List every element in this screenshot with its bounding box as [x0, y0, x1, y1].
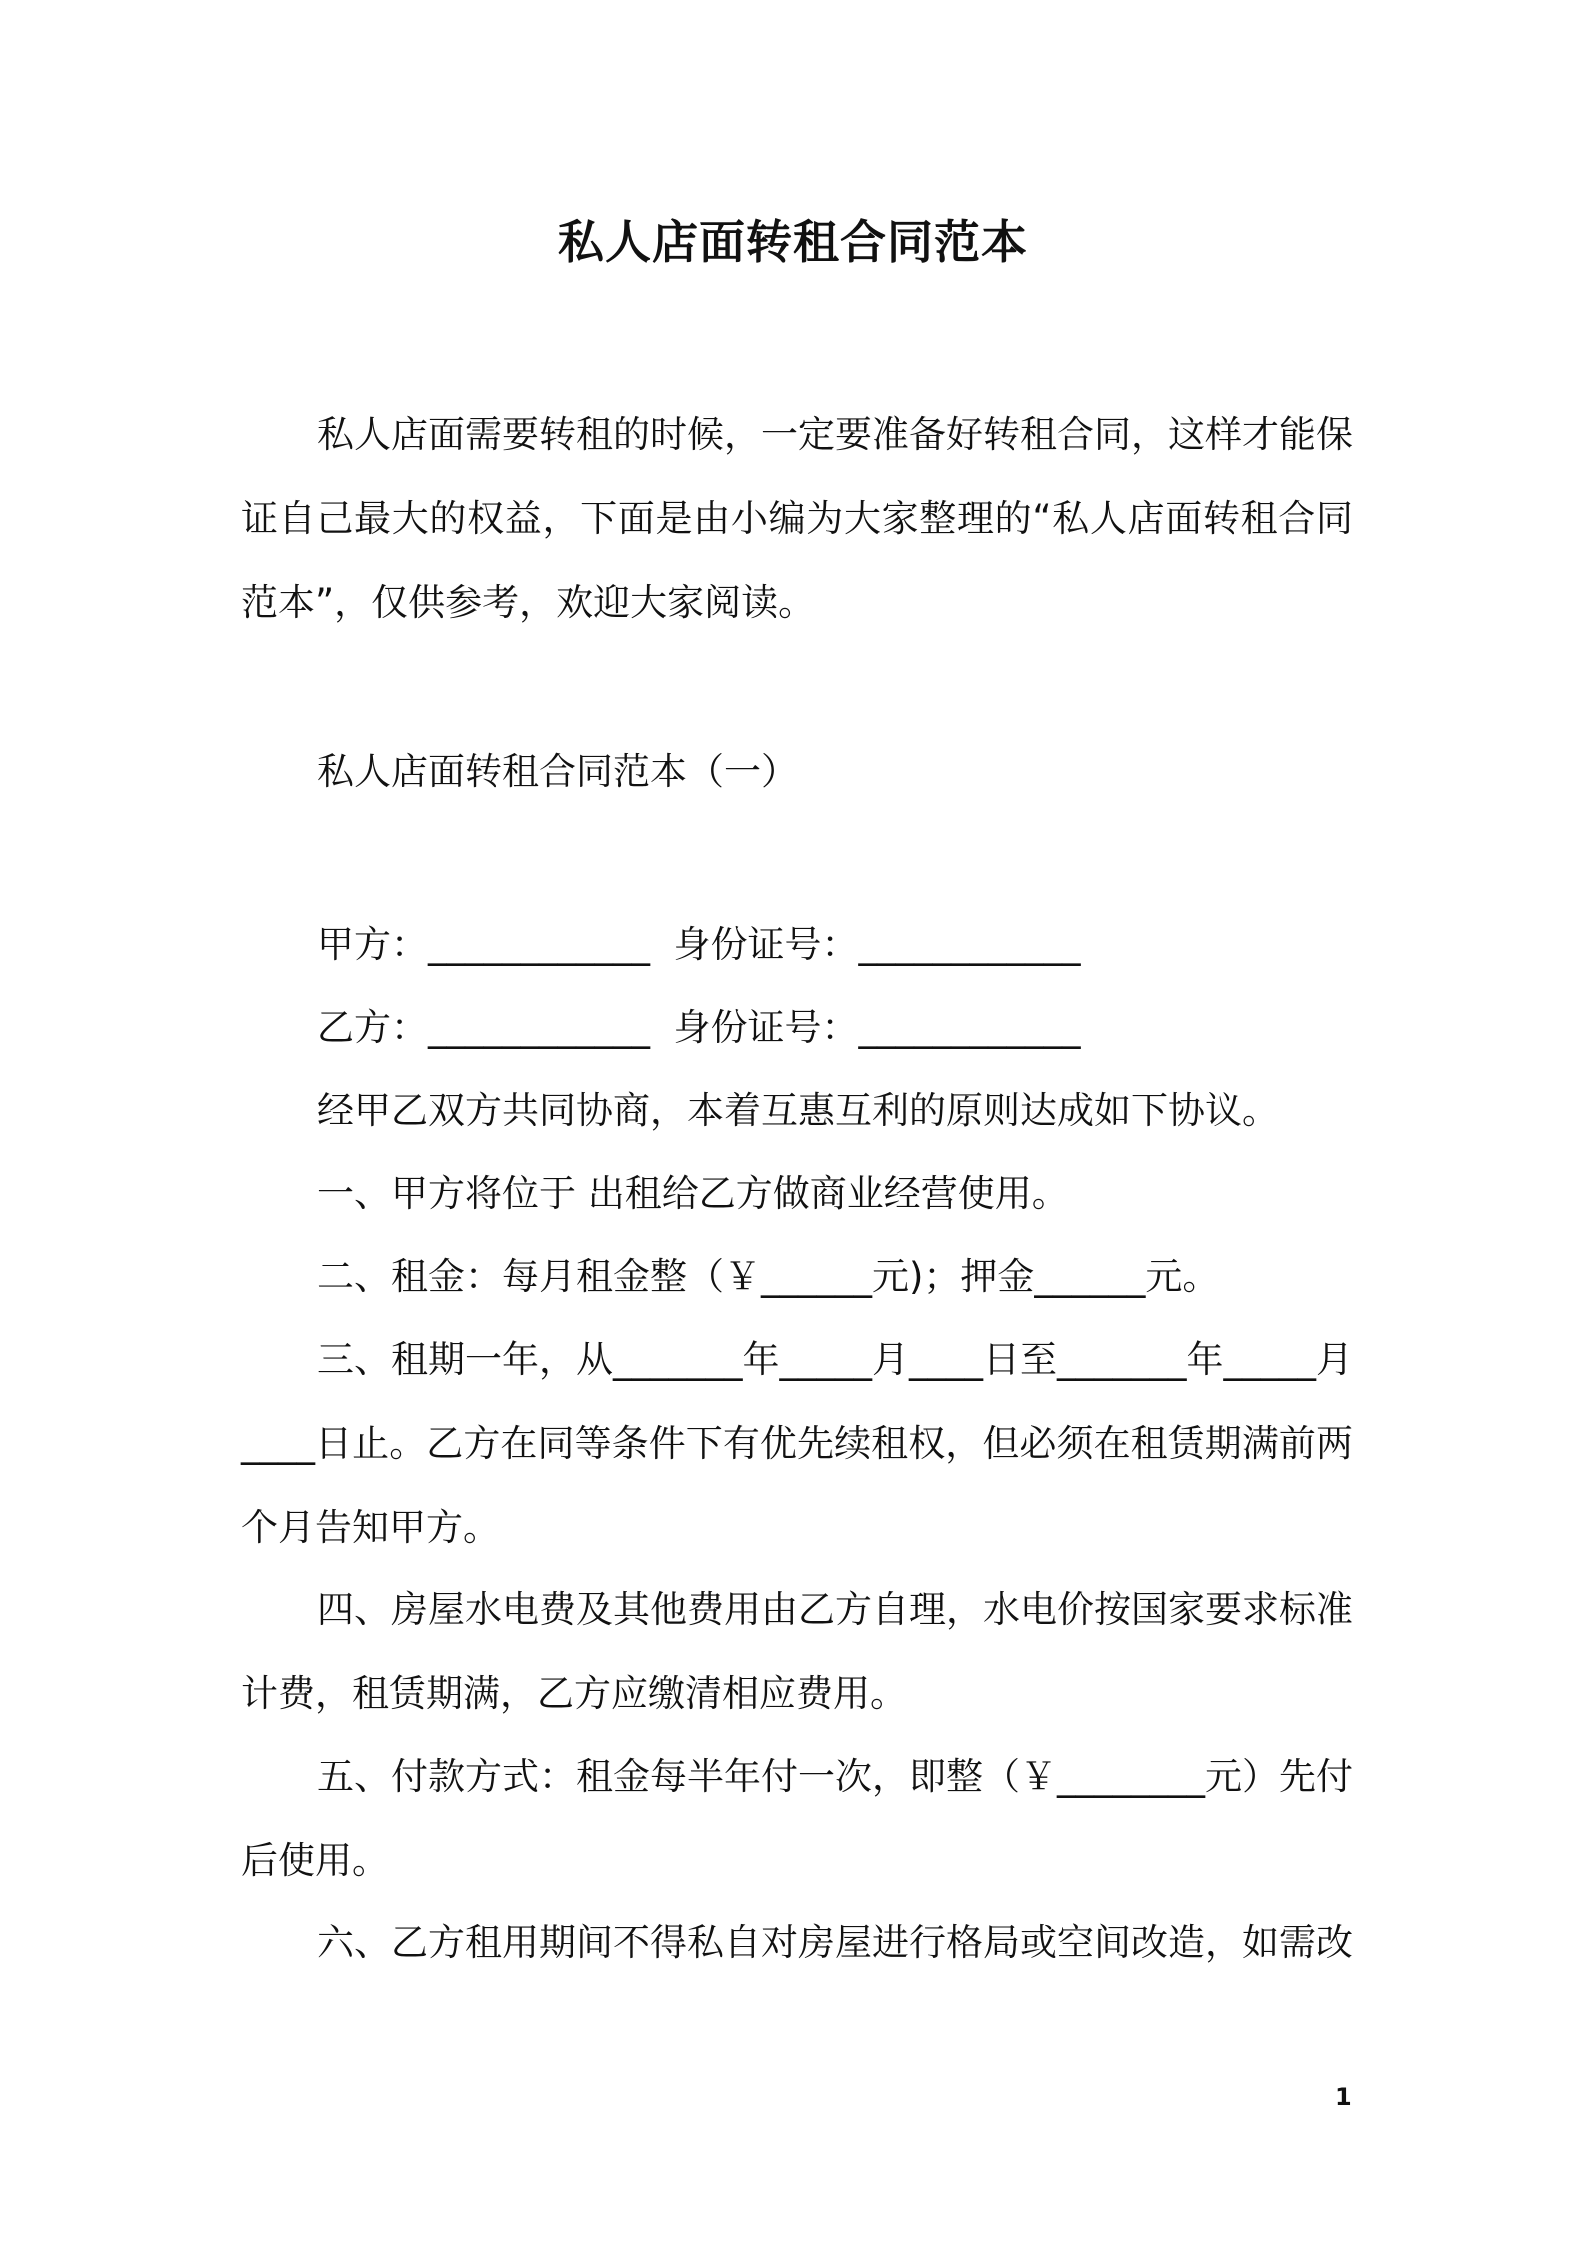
clause-5: 五、付款方式：租金每半年付一次，即整（￥________元）先付后使用。 [241, 1755, 1353, 1882]
party-a-row [317, 915, 1081, 975]
agreement-line: 经甲乙双方共同协商，本着互惠互利的原则达成如下协议。 [317, 1089, 1279, 1132]
party-b-name-blank: ____________ [428, 1006, 650, 1049]
party-b-row [317, 998, 1081, 1058]
clause-2: 二、租金：每月租金整（￥______元)；押金______元。 [317, 1255, 1220, 1298]
party-a-id-blank: ____________ [858, 923, 1081, 966]
clause-4: 四、房屋水电费及其他费用由乙方自理，水电价按国家要求标准计费，租赁期满，乙方应缴清相应费用。 [241, 1588, 1353, 1715]
page-number: 1 [1335, 2083, 1352, 2111]
clause-6: 六、乙方租用期间不得私自对房屋进行格局或空间改造，如需改 [317, 1921, 1353, 1964]
party-b-label: 乙方： [317, 1006, 428, 1049]
document-title: 私人店面转租合同范本 [558, 215, 1028, 269]
clause-3: 三、租期一年，从_______年_____月____日至_______年_____月____日止。乙方在同等条件下有优先续租权，但必须在租赁期满前两个月告知甲方。 [241, 1338, 1353, 1549]
party-a-id-label: 身份证号： [673, 923, 859, 966]
intro-paragraph: 私人店面需要转租的时候，一定要准备好转租合同，这样才能保证自己最大的权益，下面是由小编为大家整理的“私人店面转租合同范本”，仅供参考，欢迎大家阅读。 [241, 413, 1353, 624]
party-a-label: 甲方： [317, 923, 428, 966]
section-heading: 私人店面转租合同范本（一） [317, 750, 798, 793]
party-b-id-label: 身份证号： [673, 1006, 859, 1049]
clause-1: 一、甲方将位于 出租给乙方做商业经营使用。 [317, 1172, 1069, 1215]
party-b-id-blank: ____________ [858, 1006, 1081, 1049]
party-a-name-blank: ____________ [428, 923, 650, 966]
